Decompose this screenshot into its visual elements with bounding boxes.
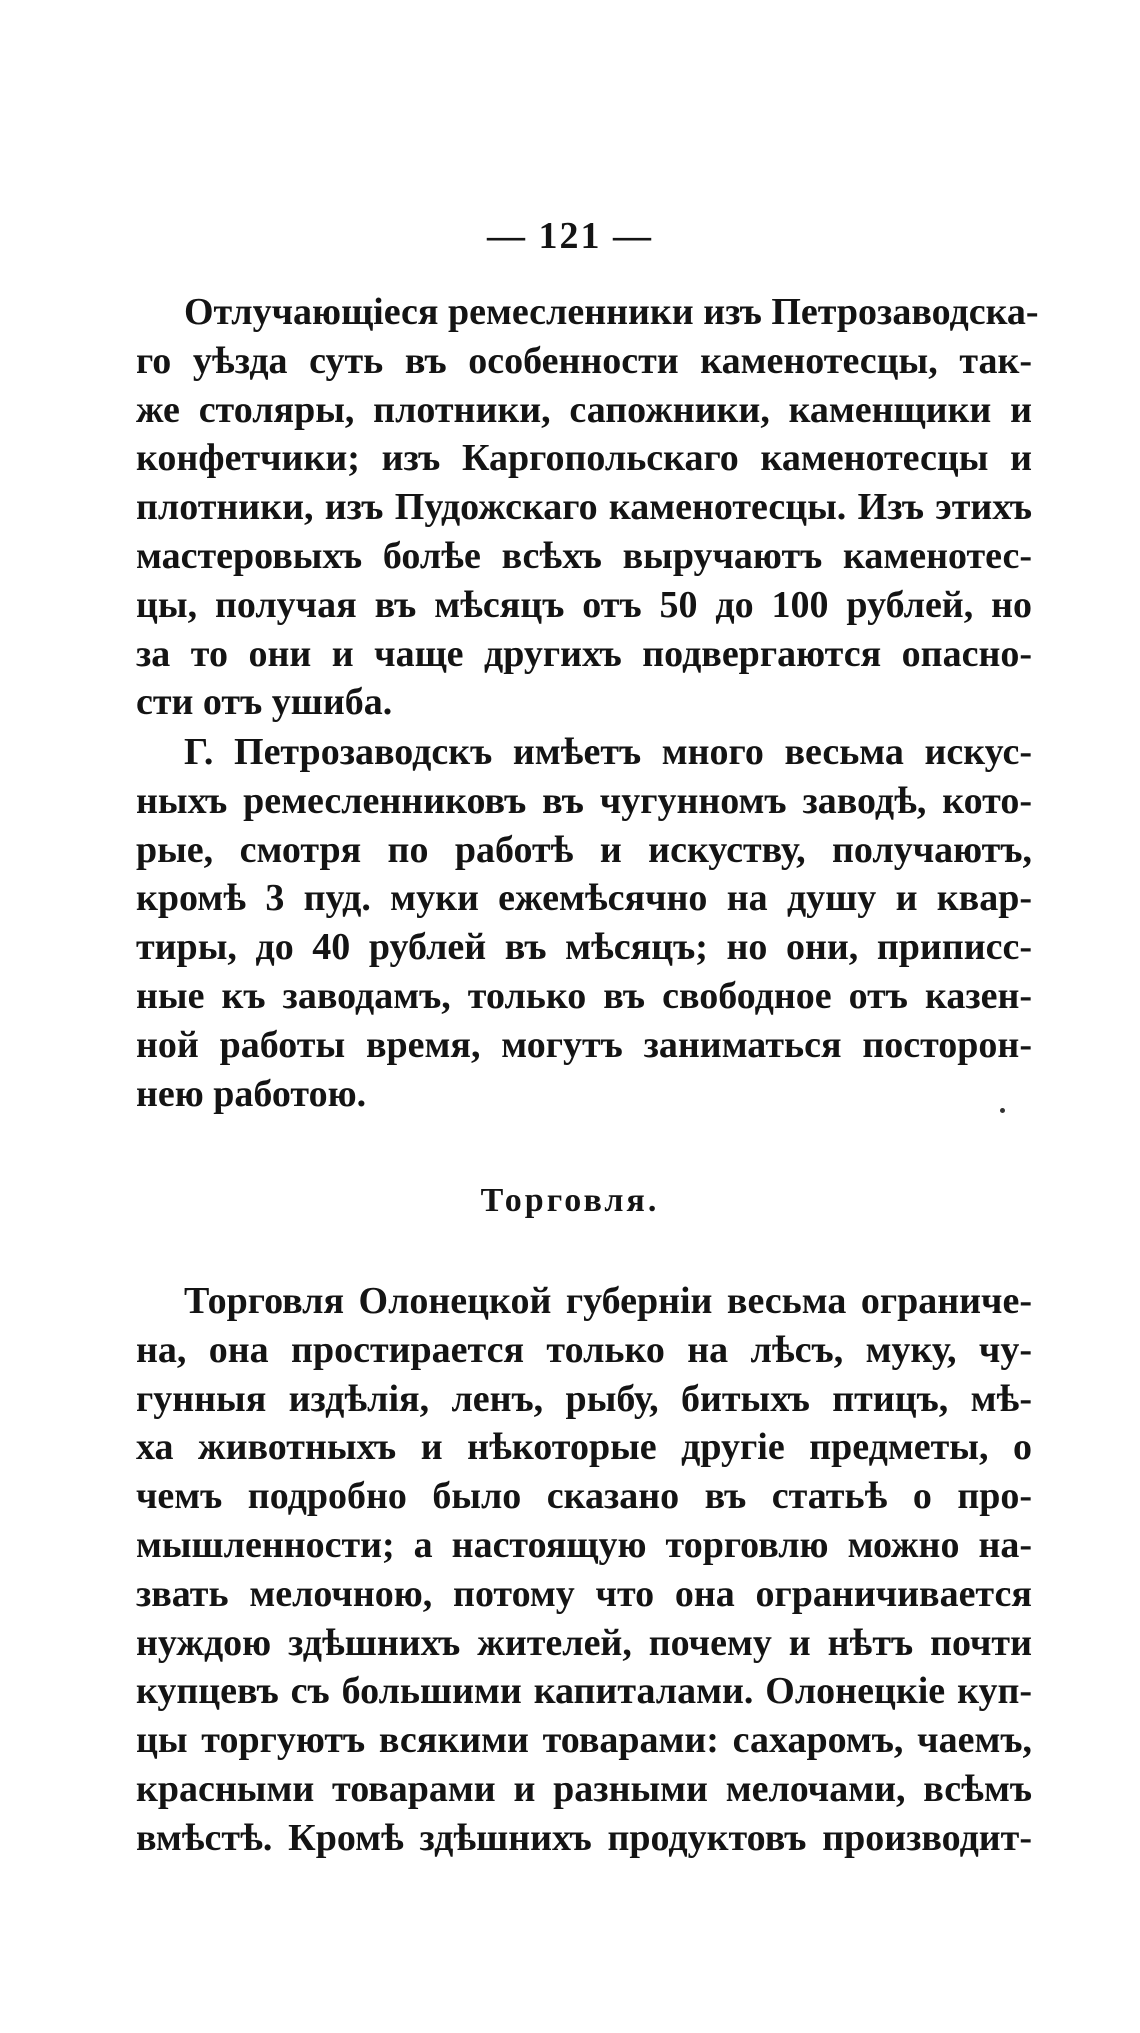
text-line: цы торгуютъ всякими товарами: сахаромъ, чаемъ, — [136, 1719, 1032, 1762]
text-line: цы, получая въ мѣсяцъ отъ 50 до 100 рублей, но — [136, 583, 1032, 626]
text-line: Г. Петрозаводскъ имѣетъ много весьма искус- — [184, 731, 1032, 773]
page-number: — 121 — — [487, 215, 653, 257]
text-line: мастеровыхъ болѣе всѣхъ выручаютъ каменотес- — [136, 534, 1032, 577]
text-line: го уѣзда суть въ особенности каменотесцы, так- — [136, 339, 1032, 382]
text-line: же столяры, плотники, сапожники, каменщики и — [136, 388, 1032, 431]
text-line: вмѣстѣ. Кромѣ здѣшнихъ продуктовъ производит- — [136, 1816, 1032, 1859]
text-line: купцевъ съ большими капиталами. Олонецкіе куп- — [136, 1670, 1032, 1713]
text-line: ные къ заводамъ, только въ свободное отъ казен- — [136, 974, 1032, 1017]
text-line: на, она простирается только на лѣсъ, муку, чу- — [136, 1328, 1032, 1371]
paragraph-1 — [136, 288, 1039, 727]
text-line: звать мелочною, потому что она ограничивается — [136, 1572, 1032, 1615]
text-line: нуждою здѣшнихъ жителей, почему и нѣтъ почти — [136, 1621, 1032, 1664]
text-line: красными товарами и разными мелочами, всѣмъ — [136, 1767, 1032, 1810]
text-line: ной работы время, могутъ заниматься посторон- — [136, 1023, 1032, 1066]
section-heading: Торговля. — [480, 1182, 660, 1219]
text-line: Торговля Олонецкой губерніи весьма ограниче- — [184, 1280, 1032, 1322]
text-line: ха животныхъ и нѣкоторые другіе предметы, о — [136, 1426, 1032, 1469]
paragraph-2 — [136, 728, 1032, 1118]
text-line: Отлучающіеся ремесленники изъ Петрозаводска- — [184, 291, 1039, 333]
text-line: гунныя издѣлія, ленъ, рыбу, битыхъ птицъ, мѣ- — [136, 1377, 1032, 1420]
text-line: конфетчики; изъ Каргопольскаго каменотесцы и — [136, 437, 1032, 480]
print-speck — [1000, 1108, 1005, 1113]
text-line: мышленности; а настоящую торговлю можно на- — [136, 1523, 1032, 1566]
text-line: сти отъ ушиба. — [136, 681, 393, 724]
text-line: нею работою. — [136, 1072, 367, 1115]
paragraph-3 — [136, 1277, 1032, 1863]
text-line: кромѣ 3 пуд. муки ежемѣсячно на душу и квар- — [136, 877, 1032, 920]
text-line: рые, смотря по работѣ и искуству, получаютъ, — [136, 828, 1032, 871]
text-line: плотники, изъ Пудожскаго каменотесцы. Изъ этихъ — [136, 486, 1032, 529]
text-line: за то они и чаще другихъ подвергаются опасно- — [136, 632, 1032, 675]
text-line: тиры, до 40 рублей въ мѣсяцъ; но они, приписс- — [136, 926, 1032, 969]
text-line: ныхъ ремесленниковъ въ чугунномъ заводѣ, кото- — [136, 779, 1032, 822]
text-line: чемъ подробно было сказано въ статьѣ о про- — [136, 1475, 1032, 1518]
